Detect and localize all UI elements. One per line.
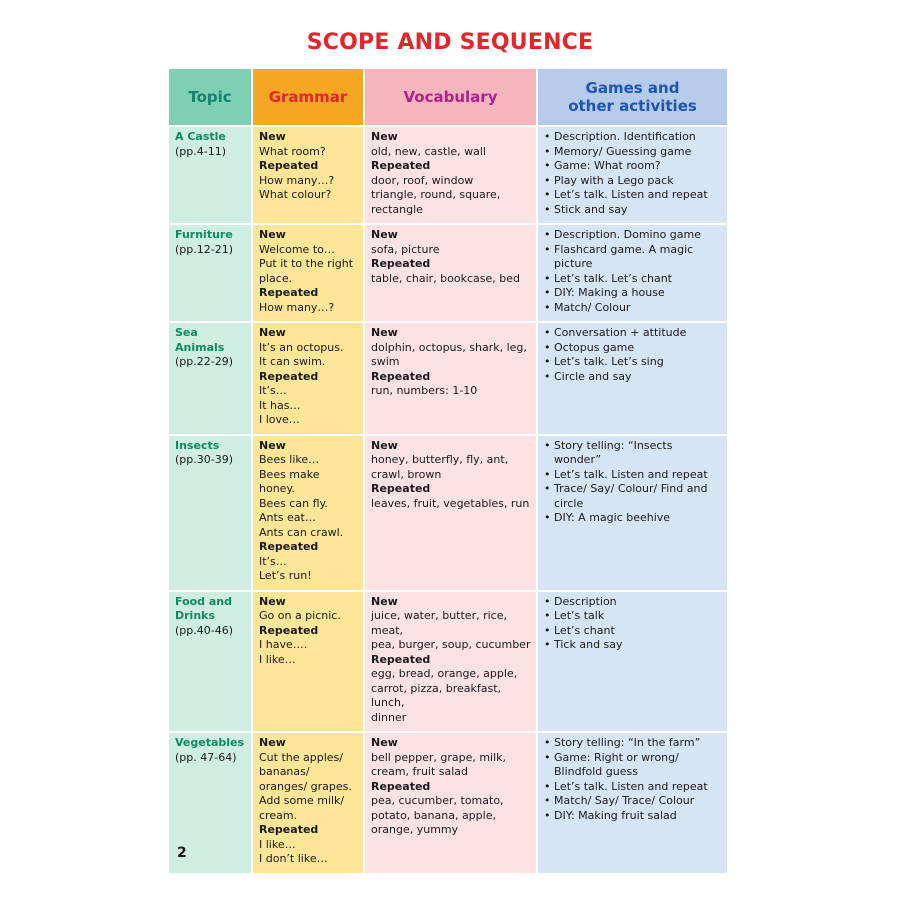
activity-item xyxy=(544,780,722,795)
vocabulary-line: sofa, picture xyxy=(371,242,440,256)
grammar-line: I like… xyxy=(259,837,296,851)
topic-name: Furniture xyxy=(175,228,233,241)
activity-line: • DIY: Making a house xyxy=(554,286,665,299)
activity-line: • Stick and say xyxy=(554,202,628,216)
topic-pages: (pp.4-11) xyxy=(175,144,227,158)
topic-pages: (pp.12-21) xyxy=(175,242,234,256)
vocabulary-line: bell pepper, grape, milk, xyxy=(371,750,507,764)
scope-table xyxy=(169,69,729,875)
activity-line: Blindfold guess xyxy=(554,765,638,778)
activities-list xyxy=(544,326,722,384)
activity-line: • DIY: A magic beehive xyxy=(554,511,671,524)
activity-item xyxy=(544,243,722,272)
grammar-line: It has… xyxy=(259,398,301,412)
vocabulary-line: run, numbers: 1-10 xyxy=(371,384,478,397)
grammar-line: place. xyxy=(259,271,293,285)
vocabulary-line: pea, burger, soup, cucumber xyxy=(371,638,531,651)
header-activities-line: Games and xyxy=(585,79,680,97)
topic-cell xyxy=(169,224,252,322)
activities-cell xyxy=(537,224,728,322)
header-topic: Topic xyxy=(169,69,252,126)
activity-line: • Description. Domino game xyxy=(554,228,702,241)
grammar-line: oranges/ grapes. xyxy=(259,779,352,793)
activity-item xyxy=(544,482,722,511)
grammar-line: cream. xyxy=(259,808,298,822)
topic-cell xyxy=(169,591,252,733)
activity-item xyxy=(544,326,722,341)
vocabulary-line: crawl, brown xyxy=(371,467,442,481)
grammar-line: Bees can fly. xyxy=(259,496,328,510)
activities-cell xyxy=(537,322,728,435)
vocabulary-label: Repeated xyxy=(371,257,431,270)
vocabulary-line: honey, butterfly, fly, ant, xyxy=(371,453,509,466)
vocabulary-line: egg, bread, orange, apple, xyxy=(371,667,518,680)
activity-item xyxy=(544,809,722,824)
grammar-line: bananas/ xyxy=(259,765,310,778)
grammar-label: New xyxy=(259,228,286,241)
grammar-line: Welcome to… xyxy=(259,242,335,256)
vocabulary-line: orange, yummy xyxy=(371,823,459,836)
topic-pages: (pp.22-29) xyxy=(175,355,234,368)
topic-pages: (pp. 47-64) xyxy=(175,750,237,764)
header-activities-line: other activities xyxy=(568,97,697,115)
activities-cell xyxy=(537,126,728,224)
activity-line: • Let’s talk. Listen and repeat xyxy=(554,467,708,481)
activity-line: • Circle and say xyxy=(554,369,632,383)
activity-line: • Match/ Colour xyxy=(554,300,631,314)
activities-list xyxy=(544,228,722,315)
table-row xyxy=(169,224,728,322)
grammar-line: It’s… xyxy=(259,384,287,397)
grammar-label: Repeated xyxy=(259,159,319,172)
activities-cell xyxy=(537,732,728,874)
vocabulary-line: pea, cucumber, tomato, xyxy=(371,794,504,807)
activity-line: • Description. Identification xyxy=(554,130,696,143)
grammar-line: I like… xyxy=(259,652,296,666)
activity-line: • Tick and say xyxy=(554,638,623,651)
activity-item xyxy=(544,751,722,780)
grammar-label: New xyxy=(259,594,286,608)
activity-item xyxy=(544,736,722,751)
table-row xyxy=(169,591,728,733)
activity-line: • Let’s chant xyxy=(554,623,615,637)
grammar-line: How many…? xyxy=(259,173,335,187)
activity-line: • Trace/ Say/ Colour/ Find and xyxy=(554,482,708,495)
activity-line: • Flashcard game. A magic xyxy=(554,242,694,256)
topic-name: Sea Animals xyxy=(175,326,225,354)
activities-list xyxy=(544,595,722,653)
activity-item xyxy=(544,794,722,809)
activity-item xyxy=(544,511,722,526)
grammar-cell xyxy=(252,224,364,322)
grammar-line: I love… xyxy=(259,413,300,426)
activity-line: • Let’s talk. Listen and repeat xyxy=(554,779,708,793)
activity-item xyxy=(544,370,722,385)
page-title: SCOPE AND SEQUENCE xyxy=(306,30,594,55)
vocabulary-line: table, chair, bookcase, bed xyxy=(371,271,521,285)
table-row xyxy=(169,126,728,224)
grammar-line: It can swim. xyxy=(259,355,326,368)
grammar-label: New xyxy=(259,438,286,452)
activity-line: • Story telling: “Insects wonder” xyxy=(554,438,673,466)
header-vocabulary: Vocabulary xyxy=(364,69,537,126)
activity-line: • Memory/ Guessing game xyxy=(554,144,692,158)
vocabulary-line: cream, fruit salad xyxy=(371,765,469,778)
vocabulary-cell xyxy=(364,126,537,224)
header-row xyxy=(169,69,728,126)
activity-line: • Match/ Say/ Trace/ Colour xyxy=(554,794,695,807)
vocabulary-line: leaves, fruit, vegetables, run xyxy=(371,496,530,510)
header-grammar: Grammar xyxy=(252,69,364,126)
vocabulary-label: Repeated xyxy=(371,482,431,495)
grammar-line: What room? xyxy=(259,144,326,158)
vocabulary-label: New xyxy=(371,736,398,749)
topic-name: Food and xyxy=(175,594,233,608)
activity-item xyxy=(544,341,722,356)
activities-cell xyxy=(537,591,728,733)
activity-item xyxy=(544,159,722,174)
vocabulary-label: New xyxy=(371,130,398,143)
activity-line: • Let’s talk. Listen and repeat xyxy=(554,188,708,201)
activity-item xyxy=(544,228,722,243)
activity-item xyxy=(544,301,722,316)
activity-item xyxy=(544,595,722,610)
activity-item xyxy=(544,174,722,189)
activity-line: picture xyxy=(554,257,593,270)
grammar-cell xyxy=(252,322,364,435)
vocabulary-line: swim xyxy=(371,355,400,368)
activity-item xyxy=(544,203,722,218)
vocabulary-line: potato, banana, apple, xyxy=(371,808,496,822)
grammar-line: Ants can crawl. xyxy=(259,525,344,539)
page-number: 2 xyxy=(177,845,187,861)
activity-item xyxy=(544,439,722,468)
activity-line: • Description xyxy=(554,594,617,608)
vocabulary-label: New xyxy=(371,228,398,241)
vocabulary-label: Repeated xyxy=(371,652,431,666)
grammar-line: Put it to the right xyxy=(259,257,354,270)
grammar-cell xyxy=(252,732,364,874)
grammar-line: It’s… xyxy=(259,554,287,568)
topic-pages: (pp.30-39) xyxy=(175,453,234,466)
activities-list xyxy=(544,130,722,217)
activity-item xyxy=(544,130,722,145)
grammar-line: I don’t like… xyxy=(259,852,328,865)
vocabulary-label: Repeated xyxy=(371,779,431,793)
activity-line: • Game: What room? xyxy=(554,159,661,172)
activity-item xyxy=(544,188,722,203)
activity-line: circle xyxy=(554,496,584,510)
activity-line: • Game: Right or wrong/ xyxy=(554,750,679,764)
activity-item xyxy=(544,624,722,639)
activity-item xyxy=(544,468,722,483)
vocabulary-label: New xyxy=(371,438,398,452)
vocabulary-line: door, roof, window xyxy=(371,173,474,187)
grammar-line: It’s an octopus. xyxy=(259,340,344,354)
vocabulary-line: juice, water, butter, rice, meat, xyxy=(371,609,507,637)
grammar-line: Go on a picnic. xyxy=(259,609,341,622)
grammar-line: Cut the apples/ xyxy=(259,750,343,764)
activity-line: • Conversation + attitude xyxy=(554,326,687,339)
grammar-line: I have…. xyxy=(259,638,308,651)
table-row xyxy=(169,435,728,591)
grammar-cell xyxy=(252,435,364,591)
activities-list xyxy=(544,736,722,823)
grammar-line: Bees make honey. xyxy=(259,467,320,495)
topic-name: Insects xyxy=(175,438,220,452)
topic-name: Drinks xyxy=(175,609,216,622)
topic-name: A Castle xyxy=(175,130,226,143)
vocabulary-cell xyxy=(364,435,537,591)
grammar-line: Bees like… xyxy=(259,453,320,466)
activity-line: • Let’s talk. Let’s sing xyxy=(554,355,664,368)
topic-pages: (pp.40-46) xyxy=(175,623,234,637)
activity-line: • Story telling: “In the farm” xyxy=(554,736,701,749)
vocabulary-label: Repeated xyxy=(371,159,431,172)
vocabulary-label: Repeated xyxy=(371,369,431,383)
activity-item xyxy=(544,638,722,653)
activity-item xyxy=(544,355,722,370)
header-activities xyxy=(537,69,728,126)
grammar-cell xyxy=(252,591,364,733)
vocabulary-line: dinner xyxy=(371,710,407,724)
activity-line: • Let’s talk. Let’s chant xyxy=(554,271,672,285)
activity-item xyxy=(544,609,722,624)
activity-item xyxy=(544,145,722,160)
grammar-label: Repeated xyxy=(259,623,319,637)
grammar-label: Repeated xyxy=(259,369,319,383)
vocabulary-label: New xyxy=(371,326,398,339)
activity-item xyxy=(544,286,722,301)
grammar-label: New xyxy=(259,736,286,749)
grammar-label: Repeated xyxy=(259,286,319,299)
grammar-label: New xyxy=(259,130,286,143)
vocabulary-cell xyxy=(364,322,537,435)
grammar-label: New xyxy=(259,326,286,339)
grammar-line: Add some milk/ xyxy=(259,794,345,807)
vocabulary-cell xyxy=(364,591,537,733)
vocabulary-line: dolphin, octopus, shark, leg, xyxy=(371,340,527,354)
table-row xyxy=(169,322,728,435)
activity-line: • DIY: Making fruit salad xyxy=(554,808,677,822)
activities-list xyxy=(544,439,722,526)
vocabulary-line: rectangle xyxy=(371,202,423,216)
activity-line: • Play with a Lego pack xyxy=(554,173,674,187)
activities-cell xyxy=(537,435,728,591)
topic-name: Vegetables xyxy=(175,736,245,749)
topic-cell xyxy=(169,322,252,435)
grammar-line: Ants eat… xyxy=(259,511,316,524)
grammar-label: Repeated xyxy=(259,823,319,836)
grammar-label: Repeated xyxy=(259,540,319,553)
activity-line: • Let’s talk xyxy=(554,609,605,622)
topic-cell xyxy=(169,126,252,224)
grammar-cell xyxy=(252,126,364,224)
table-row xyxy=(169,732,728,874)
grammar-line: What colour? xyxy=(259,188,332,201)
vocabulary-cell xyxy=(364,732,537,874)
vocabulary-line: carrot, pizza, breakfast, lunch, xyxy=(371,681,502,709)
vocabulary-line: old, new, castle, wall xyxy=(371,144,486,158)
vocabulary-cell xyxy=(364,224,537,322)
topic-cell xyxy=(169,435,252,591)
grammar-line: Let’s run! xyxy=(259,569,312,582)
activity-item xyxy=(544,272,722,287)
activity-line: • Octopus game xyxy=(554,340,635,354)
grammar-line: How many…? xyxy=(259,300,335,314)
vocabulary-label: New xyxy=(371,594,398,608)
vocabulary-line: triangle, round, square, xyxy=(371,188,501,201)
